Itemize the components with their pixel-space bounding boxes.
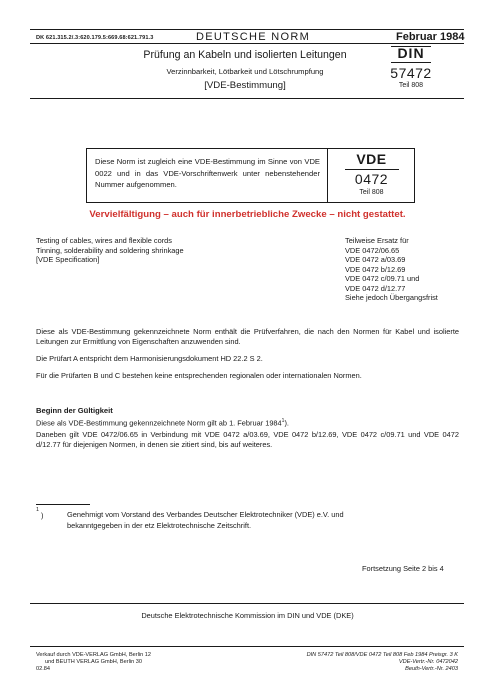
footnote-text: Genehmigt vom Vorstand des Verbandes Deutscher Elektrotechniker (VDE) e.V. und bekanntgegeben in der etz Elektrotechnische Zeitschrift.: [67, 510, 344, 530]
publication-date: Februar 1984: [396, 31, 465, 43]
header-rule: [30, 43, 464, 44]
document-designation: [VDE-Bestimmung]: [204, 80, 286, 91]
english-title-line: [VDE Specification]: [36, 255, 100, 264]
footnote-reference: 1: [281, 418, 285, 424]
print-date: 02.84: [36, 666, 50, 673]
vde-logo: VDE: [356, 151, 387, 167]
document-subtitle: Verzinnbarkeit, Lötbarkeit und Lötschrumpfung: [166, 67, 324, 76]
din-teil: Teil 808: [398, 82, 424, 89]
validity-text-end: ).: [284, 418, 289, 428]
din-logo-underline: [391, 62, 431, 63]
replacement-line: VDE 0472/06.65: [345, 245, 400, 255]
din-number: 57472: [390, 65, 432, 81]
replacement-line: Teilweise Ersatz für: [345, 236, 409, 245]
replacement-info: [345, 236, 438, 303]
order-line: VDE-Vertr.-Nr. 0472042: [398, 659, 458, 666]
validity-heading: Beginn der Gültigkeit: [36, 406, 113, 415]
sales-line: Verkauf durch VDE-VERLAG GmbH, Berlin 12: [36, 652, 152, 658]
replacement-line: VDE 0472 b/12.69: [345, 264, 406, 274]
dk-classification: DK 621.315.2/.3:620.179.5:669.68:621.791.3: [36, 35, 154, 41]
order-line: DIN 57472 Teil 808/VDE 0472 Teil 808 Feb 1984 Preisgr. 3 K: [306, 652, 458, 658]
top-rule: [30, 29, 464, 30]
validity-text: Diese als VDE-Bestimmung gekennzeichnete Norm gilt ab 1. Februar 1984: [36, 418, 282, 428]
english-title-line: Tinning, solderability and soldering shrinkage: [36, 245, 184, 255]
order-line: Beuth-Vertr.-Nr. 2403: [405, 666, 458, 673]
replacement-line: Siehe jedoch Übergangsfrist: [345, 293, 438, 302]
reproduction-warning: Vervielfältigung – auch für innerbetriebliche Zwecke – nicht gestattet.: [89, 209, 406, 220]
harmonisation-paragraph: Die Prüfart A entspricht dem Harmonisierungsdokument HD 22.2 S 2.: [36, 354, 263, 363]
footnote-rule: [36, 504, 90, 505]
scope-paragraph: Diese als VDE-Bestimmung gekennzeichnete Norm enthält die Prüfverfahren, die nach den Normen für Kabel und isolierte Leitungen zur Ermittlung von Eigenschaften anzuwenden sind.: [36, 327, 459, 346]
footnote-number: 1: [36, 507, 40, 513]
order-info: [290, 652, 458, 674]
vde-logo-underline: [345, 169, 399, 170]
validity-paragraph: [36, 417, 459, 428]
document-type: DEUTSCHE NORM: [196, 31, 311, 43]
vde-teil: Teil 808: [359, 189, 384, 196]
title-rule: [30, 98, 464, 99]
document-title: Prüfung an Kabeln und isolierten Leitungen: [143, 49, 347, 61]
sales-info: [36, 652, 151, 674]
continuation-note: Fortsetzung Seite 2 bis 4: [362, 564, 444, 573]
replacement-line: VDE 0472 c/09.71 und: [345, 274, 420, 283]
english-title-line: Testing of cables, wires and flexible cords: [36, 236, 172, 245]
national-paragraph: Für die Prüfarten B und C bestehen keine entsprechenden regionalen oder internationalen Normen.: [36, 371, 362, 380]
dke-line: Deutsche Elektrotechnische Kommission im DIN und VDE (DKE): [141, 611, 354, 620]
vde-number: 0472: [354, 171, 389, 187]
footnote-bracket: ): [41, 511, 44, 520]
transition-paragraph: Daneben gilt VDE 0472/06.65 in Verbindung mit VDE 0472 a/03.69, VDE 0472 b/12.69, VDE 0472 c/09.71 und VDE 0472 d/12.77 für diejenigen Normen, in denen sie zitiert sind, bis auf weiteres.: [36, 430, 459, 449]
replacement-line: VDE 0472 a/03.69: [345, 255, 406, 264]
replacement-line: VDE 0472 d/12.77: [345, 283, 406, 293]
vde-notice-text: Diese Norm ist zugleich eine VDE-Bestimmung im Sinne von VDE 0022 und in das VDE-Vorschriftenwerk unter nebenstehender Nummer aufgenommen.: [95, 157, 320, 189]
footer-rule: [30, 646, 464, 647]
dke-rule: [30, 603, 464, 604]
english-title: [36, 236, 184, 265]
din-logo: DIN: [397, 45, 425, 61]
sales-line: und BEUTH VERLAG GmbH, Berlin 30: [45, 659, 142, 666]
